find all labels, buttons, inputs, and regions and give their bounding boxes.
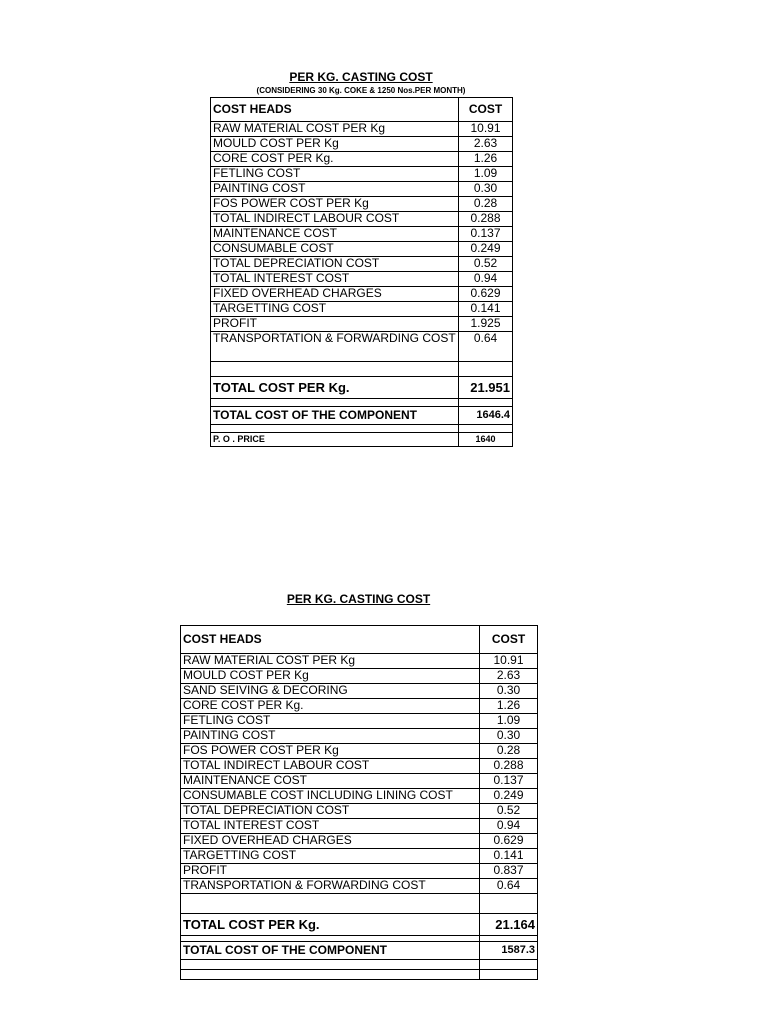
table2-title: PER KG. CASTING COST	[286, 592, 431, 606]
table-row	[211, 317, 513, 332]
table1-subtitle: (CONSIDERING 30 Kg. COKE & 1250 Nos.PER MONTH)	[256, 86, 466, 95]
total-component-label: TOTAL COST OF THE COMPONENT	[211, 407, 459, 425]
cost-head-label: TRANSPORTATION & FORWARDING COST	[181, 879, 480, 894]
cost-value: 0.30	[480, 729, 538, 744]
total-component-label: TOTAL COST OF THE COMPONENT	[181, 942, 480, 960]
cost-head-label: CONSUMABLE COST	[211, 242, 459, 257]
table-row	[181, 744, 538, 759]
table-row	[211, 122, 513, 137]
cost-value: 0.837	[480, 864, 538, 879]
cost-head-label: TARGETTING COST	[181, 849, 480, 864]
cost-value: 0.137	[480, 774, 538, 789]
table-row	[211, 227, 513, 242]
cost-value: 1.09	[459, 167, 513, 182]
cost-head-label: PROFIT	[181, 864, 480, 879]
cost-head-label: MAINTENANCE COST	[181, 774, 480, 789]
cost-table-2	[180, 625, 538, 980]
cost-head-label: PAINTING COST	[181, 729, 480, 744]
cost-value: 0.30	[480, 684, 538, 699]
table-row	[211, 137, 513, 152]
cost-value: 0.141	[459, 302, 513, 317]
table-row	[211, 197, 513, 212]
cost-head-label: TRANSPORTATION & FORWARDING COST	[211, 332, 459, 362]
cost-head-label: CONSUMABLE COST INCLUDING LINING COST	[181, 789, 480, 804]
cost-value: 1.26	[480, 699, 538, 714]
cost-value: 0.28	[480, 744, 538, 759]
table-row	[211, 332, 513, 362]
cost-value: 2.63	[480, 669, 538, 684]
table1-title: PER KG. CASTING COST	[289, 70, 433, 84]
table-row	[181, 759, 538, 774]
cost-head-label: TOTAL DEPRECIATION COST	[181, 804, 480, 819]
cost-value: 2.63	[459, 137, 513, 152]
table-row	[181, 714, 538, 729]
cost-head-label: FOS POWER COST PER Kg	[211, 197, 459, 212]
table-row	[211, 287, 513, 302]
cost-head-label: PROFIT	[211, 317, 459, 332]
cost-head-label: TOTAL INDIRECT LABOUR COST	[211, 212, 459, 227]
cost-table-1	[210, 97, 513, 447]
cost-head-label: PAINTING COST	[211, 182, 459, 197]
cost-value: 0.141	[480, 849, 538, 864]
cost-head-label: SAND SEIVING & DECORING	[181, 684, 480, 699]
table-row	[211, 242, 513, 257]
empty-row	[181, 970, 538, 980]
table-row	[181, 864, 538, 879]
table-row	[211, 257, 513, 272]
table-row	[211, 152, 513, 167]
table-row	[211, 212, 513, 227]
spacer-row	[181, 894, 538, 914]
table2-body	[181, 654, 538, 894]
cost-value: 10.91	[459, 122, 513, 137]
cost-value: 0.629	[459, 287, 513, 302]
cost-value: 0.64	[480, 879, 538, 894]
cost-value: 0.94	[480, 819, 538, 834]
cost-header: COST	[480, 626, 538, 654]
table-row	[211, 167, 513, 182]
cost-head-label: FIXED OVERHEAD CHARGES	[181, 834, 480, 849]
cost-head-label: CORE COST PER Kg.	[211, 152, 459, 167]
table-row	[181, 699, 538, 714]
table-row	[181, 789, 538, 804]
cost-value: 0.30	[459, 182, 513, 197]
table-header-row	[211, 98, 513, 122]
cost-value: 0.288	[480, 759, 538, 774]
total-per-kg-row	[181, 914, 538, 936]
table-row	[181, 654, 538, 669]
table-row	[181, 849, 538, 864]
cost-head-label: RAW MATERIAL COST PER Kg	[181, 654, 480, 669]
cost-value: 1.26	[459, 152, 513, 167]
cost-value: 1.09	[480, 714, 538, 729]
total-per-kg-row	[211, 377, 513, 399]
cost-head-label: TARGETTING COST	[211, 302, 459, 317]
total-component-row	[211, 407, 513, 425]
po-price-label: P. O . PRICE	[211, 433, 459, 447]
cost-head-label: FOS POWER COST PER Kg	[181, 744, 480, 759]
cost-head-label: MAINTENANCE COST	[211, 227, 459, 242]
table-row	[211, 182, 513, 197]
cost-value: 1.925	[459, 317, 513, 332]
po-price-row	[211, 433, 513, 447]
table-row	[181, 729, 538, 744]
cost-heads-header: COST HEADS	[211, 98, 459, 122]
total-per-kg-value: 21.951	[459, 377, 513, 399]
cost-head-label: MOULD COST PER Kg	[181, 669, 480, 684]
cost-value: 0.52	[459, 257, 513, 272]
table-header-row	[181, 626, 538, 654]
cost-head-label: TOTAL INTEREST COST	[181, 819, 480, 834]
spacer-row	[211, 399, 513, 407]
po-price-value: 1640	[459, 433, 513, 447]
cost-heads-header: COST HEADS	[181, 626, 480, 654]
table-row	[181, 879, 538, 894]
cost-value: 0.28	[459, 197, 513, 212]
spacer-row	[211, 425, 513, 433]
table-row	[181, 804, 538, 819]
table-row	[181, 774, 538, 789]
total-per-kg-label: TOTAL COST PER Kg.	[181, 914, 480, 936]
cost-head-label: RAW MATERIAL COST PER Kg	[211, 122, 459, 137]
cost-head-label: FIXED OVERHEAD CHARGES	[211, 287, 459, 302]
cost-head-label: FETLING COST	[211, 167, 459, 182]
cost-value: 0.249	[459, 242, 513, 257]
table-row	[181, 684, 538, 699]
total-per-kg-label: TOTAL COST PER Kg.	[211, 377, 459, 399]
cost-head-label: TOTAL INTEREST COST	[211, 272, 459, 287]
cost-value: 0.94	[459, 272, 513, 287]
cost-value: 10.91	[480, 654, 538, 669]
table-row	[211, 302, 513, 317]
table1-body	[211, 122, 513, 362]
spacer-row	[211, 362, 513, 377]
table-row	[211, 272, 513, 287]
total-component-row	[181, 942, 538, 960]
cost-value: 0.52	[480, 804, 538, 819]
empty-row	[181, 960, 538, 970]
cost-value: 0.288	[459, 212, 513, 227]
cost-head-label: CORE COST PER Kg.	[181, 699, 480, 714]
total-component-value: 1587.3	[480, 942, 538, 960]
cost-head-label: MOULD COST PER Kg	[211, 137, 459, 152]
cost-value: 0.64	[459, 332, 513, 362]
table-row	[181, 819, 538, 834]
cost-header: COST	[459, 98, 513, 122]
cost-head-label: TOTAL INDIRECT LABOUR COST	[181, 759, 480, 774]
table-row	[181, 669, 538, 684]
total-per-kg-value: 21.164	[480, 914, 538, 936]
total-component-value: 1646.4	[459, 407, 513, 425]
cost-value: 0.249	[480, 789, 538, 804]
cost-value: 0.629	[480, 834, 538, 849]
table-row	[181, 834, 538, 849]
cost-head-label: TOTAL DEPRECIATION COST	[211, 257, 459, 272]
cost-head-label: FETLING COST	[181, 714, 480, 729]
cost-value: 0.137	[459, 227, 513, 242]
